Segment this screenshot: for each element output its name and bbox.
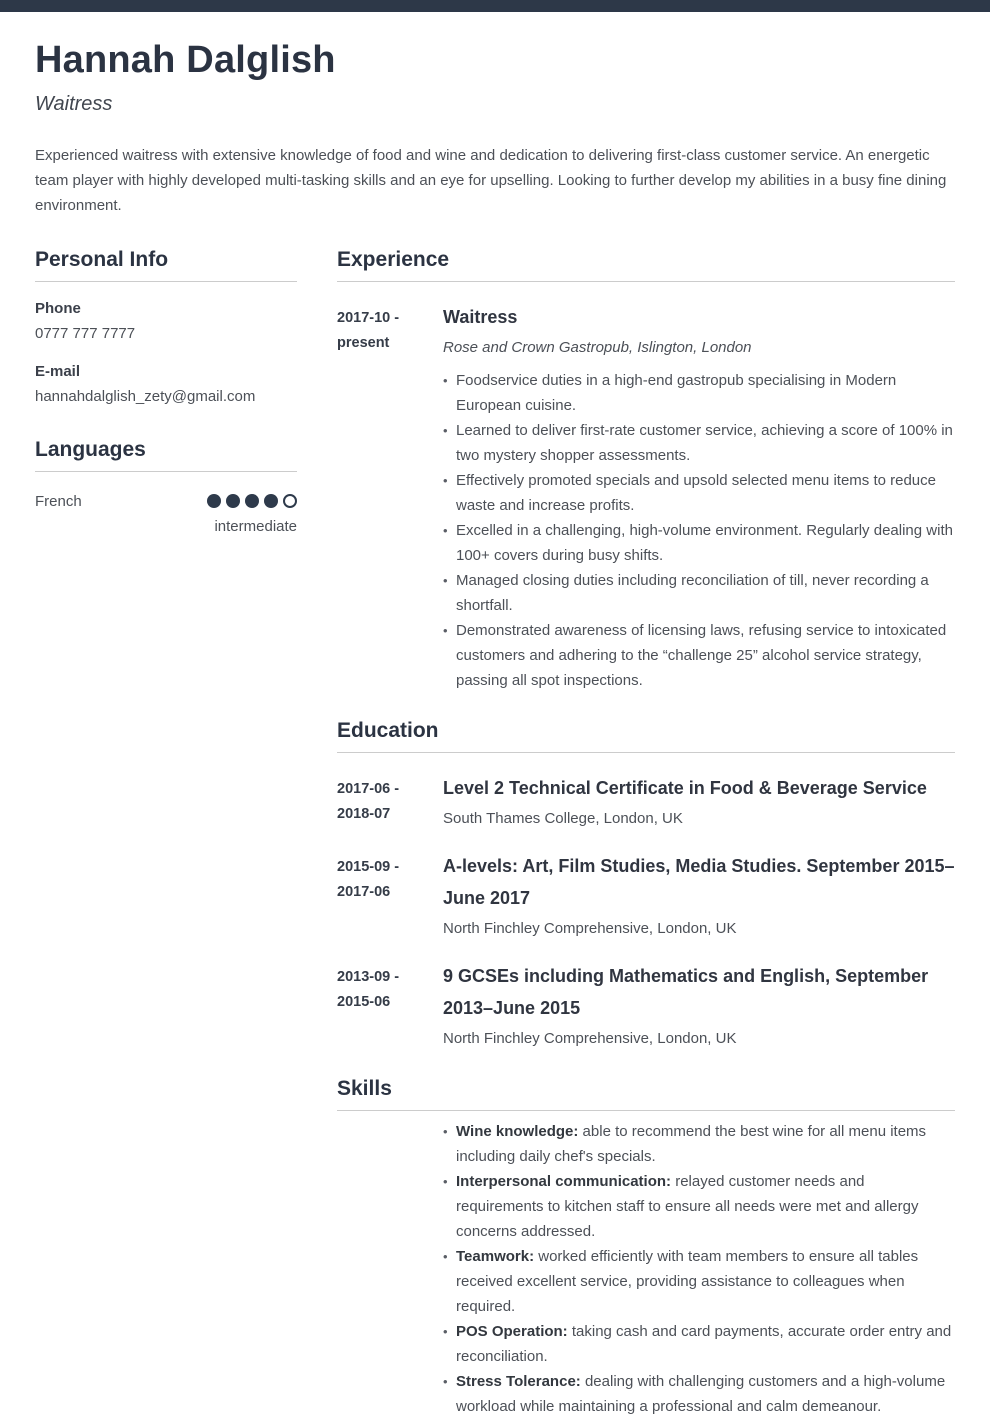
education-entry-body xyxy=(443,960,955,1051)
skill-item xyxy=(443,1319,955,1369)
languages-section xyxy=(35,438,297,535)
experience-bullet: • Excelled in a challenging, high-volume environment. Regularly dealing with 100+ covers during busy shifts. xyxy=(443,518,955,568)
education-school: South Thames College, London, UK xyxy=(443,809,683,827)
rating-dot-icon xyxy=(245,494,259,508)
rating-dot-icon xyxy=(207,494,221,508)
education-entries xyxy=(337,772,955,1051)
education-date-start: 2017-06 - xyxy=(337,780,400,797)
experience-bullet: • Managed closing duties including reconciliation of till, never recording a shortfall. xyxy=(443,568,955,618)
contact-field xyxy=(35,361,297,408)
skill-label: Interpersonal communication: xyxy=(456,1172,672,1190)
skills-section xyxy=(337,1077,955,1419)
experience-bullet-list xyxy=(443,368,955,693)
skill-description: worked efficiently with team members to ensure all tables received excellent service, providing assistance to colleagues when required. xyxy=(456,1247,919,1315)
personal-info-fields xyxy=(35,298,297,408)
education-dates xyxy=(337,772,443,831)
rating-dot-icon xyxy=(283,494,297,508)
skill-description: relayed customer needs and requirements to kitchen staff to ensure all needs were met and allergy concerns addressed. xyxy=(456,1172,919,1240)
candidate-job-title: Waitress xyxy=(35,92,113,115)
education-school: North Finchley Comprehensive, London, UK xyxy=(443,919,737,937)
experience-date-start: 2017-10 - xyxy=(337,309,400,326)
education-section xyxy=(337,719,955,1051)
language-level-label: intermediate xyxy=(214,517,297,535)
experience-bullet: • Effectively promoted specials and upsold selected menu items to reduce waste and increase profits. xyxy=(443,468,955,518)
education-date-end: 2015-06 xyxy=(337,993,391,1010)
education-entry xyxy=(337,850,955,941)
candidate-name: Hannah Dalglish xyxy=(35,39,336,81)
skill-item xyxy=(443,1119,955,1169)
education-date-end: 2018-07 xyxy=(337,805,391,822)
contact-field-label: Phone xyxy=(35,299,81,317)
education-date-end: 2017-06 xyxy=(337,883,391,900)
education-entry xyxy=(337,772,955,831)
experience-entry xyxy=(337,301,955,693)
experience-section xyxy=(337,248,955,693)
education-degree-title: Level 2 Technical Certificate in Food & Beverage Service xyxy=(443,777,927,798)
experience-employer: Rose and Crown Gastropub, Islington, London xyxy=(443,338,752,356)
skill-label: Wine knowledge: xyxy=(456,1122,579,1140)
skills-list-wrap xyxy=(443,1119,955,1419)
personal-info-heading: Personal Info xyxy=(35,248,297,282)
education-dates xyxy=(337,850,443,941)
language-level-dots xyxy=(207,494,297,508)
language-name: French xyxy=(35,492,82,510)
professional-summary: Experienced waitress with extensive knowledge of food and wine and dedication to delivering first-class customer service. An energetic team player with highly developed multi-tasking skills and an eye for upselling. Looking to further develop my abilities in a busy fine dining environment. xyxy=(35,146,947,214)
education-date-start: 2015-09 - xyxy=(337,858,400,875)
main-column xyxy=(337,248,955,1419)
skill-item xyxy=(443,1244,955,1319)
education-degree-title: A-levels: Art, Film Studies, Media Studies. September 2015–June 2017 xyxy=(443,855,955,908)
education-school: North Finchley Comprehensive, London, UK xyxy=(443,1029,737,1047)
education-entry xyxy=(337,960,955,1051)
contact-field-value: hannahdalglish_zety@gmail.com xyxy=(35,387,256,405)
language-row xyxy=(35,493,297,510)
experience-heading: Experience xyxy=(337,248,955,282)
skill-item xyxy=(443,1169,955,1244)
skill-description: able to recommend the best wine for all menu items including daily chef's specials. xyxy=(456,1122,927,1165)
contact-field xyxy=(35,298,297,345)
experience-entry-body xyxy=(443,301,955,693)
education-date-start: 2013-09 - xyxy=(337,968,400,985)
rating-dot-icon xyxy=(226,494,240,508)
skill-label: POS Operation: xyxy=(456,1322,568,1340)
skill-label: Teamwork: xyxy=(456,1247,535,1265)
skills-list xyxy=(443,1119,955,1419)
experience-dates xyxy=(337,301,443,693)
skill-item xyxy=(443,1369,955,1419)
contact-field-value: 0777 777 7777 xyxy=(35,324,136,342)
experience-bullet: • Demonstrated awareness of licensing laws, refusing service to intoxicated customers and adhering to the “challenge 25” alcohol service strategy, passing all spot inspections. xyxy=(443,618,955,693)
skill-description: taking cash and card payments, accurate order entry and reconciliation. xyxy=(456,1322,952,1365)
education-dates xyxy=(337,960,443,1051)
contact-field-label: E-mail xyxy=(35,362,81,380)
languages-heading: Languages xyxy=(35,438,297,472)
experience-bullet: • Foodservice duties in a high-end gastropub specialising in Modern European cuisine. xyxy=(443,368,955,418)
experience-date-end: present xyxy=(337,334,390,351)
rating-dot-icon xyxy=(264,494,278,508)
education-entry-body xyxy=(443,772,955,831)
education-degree-title: 9 GCSEs including Mathematics and English, September 2013–June 2015 xyxy=(443,965,929,1018)
education-heading: Education xyxy=(337,719,955,753)
resume-page xyxy=(0,39,990,1419)
experience-bullet: • Learned to deliver first-rate customer service, achieving a score of 100% in two mystery shopper assessments. xyxy=(443,418,955,468)
accent-top-bar xyxy=(0,0,990,12)
skill-description: dealing with challenging customers and a high-volume workload while maintaining a professional and calm demeanour. xyxy=(456,1372,946,1415)
skill-label: Stress Tolerance: xyxy=(456,1372,581,1390)
education-entry-body xyxy=(443,850,955,941)
experience-job-title: Waitress xyxy=(443,306,518,327)
personal-info-section xyxy=(35,248,297,408)
skills-heading: Skills xyxy=(337,1077,955,1111)
two-column-layout xyxy=(35,248,955,1419)
sidebar-column xyxy=(35,248,297,1419)
